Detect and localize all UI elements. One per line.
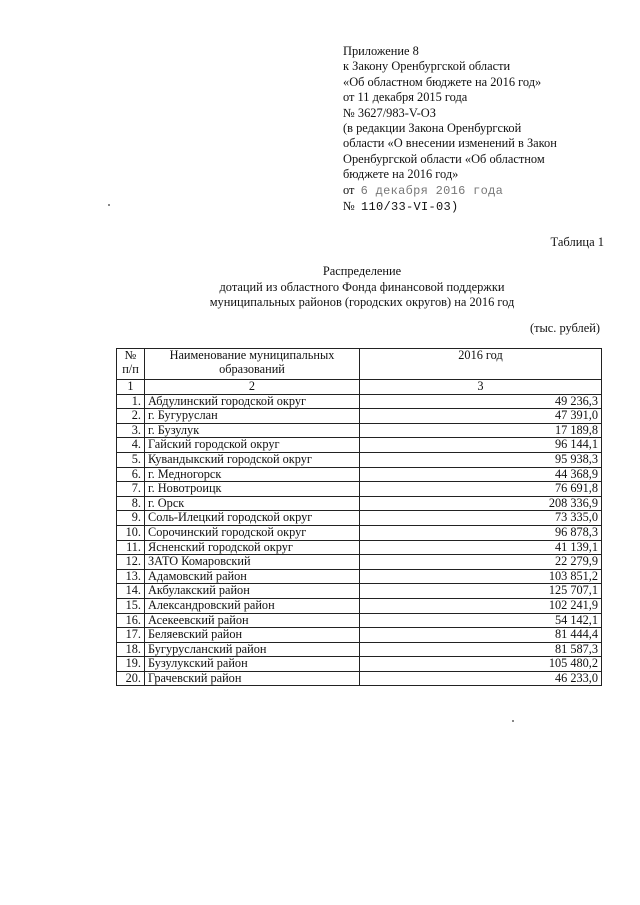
row-number: 14.: [117, 584, 145, 599]
row-value: 54 142,1: [360, 613, 602, 628]
row-name: г. Бузулук: [145, 423, 360, 438]
row-value: 41 139,1: [360, 540, 602, 555]
column-number: 1: [117, 380, 145, 395]
row-number: 13.: [117, 569, 145, 584]
appendix-line: Приложение 8: [343, 44, 419, 58]
table-row: [117, 467, 602, 482]
amendment-number: [343, 199, 613, 215]
table-row: [117, 511, 602, 526]
table-row: [117, 525, 602, 540]
row-name: г. Бугуруслан: [145, 409, 360, 424]
row-name: Гайский городской округ: [145, 438, 360, 453]
header-year: 2016 год: [360, 349, 602, 380]
row-value: 49 236,3: [360, 394, 602, 409]
appendix-line: бюджете на 2016 год»: [343, 167, 459, 182]
title-line: дотаций из областного Фонда финансовой поддержки: [219, 279, 505, 294]
appendix-block: [343, 44, 613, 215]
table-row: [117, 394, 602, 409]
row-number: 15.: [117, 598, 145, 613]
row-name: Адамовский район: [145, 569, 360, 584]
column-number: 3: [360, 380, 602, 395]
row-name: г. Медногорск: [145, 467, 360, 482]
row-name: г. Орск: [145, 496, 360, 511]
row-value: 17 189,8: [360, 423, 602, 438]
date-prefix: от: [343, 182, 355, 197]
row-number: 19.: [117, 657, 145, 672]
date-stamp: 6 декабря 2016 года: [360, 183, 504, 198]
appendix-line: «Об областном бюджете на 2016 год»: [343, 74, 542, 89]
number-prefix: №: [343, 199, 355, 214]
table-body: [117, 394, 602, 686]
row-name: Беляевский район: [145, 628, 360, 643]
document-title: [0, 264, 640, 311]
row-value: 96 144,1: [360, 438, 602, 453]
row-value: 22 279,9: [360, 555, 602, 570]
row-name: Бузулукский район: [145, 657, 360, 672]
table-row: [117, 423, 602, 438]
row-number: 10.: [117, 525, 145, 540]
row-number: 16.: [117, 613, 145, 628]
row-number: 18.: [117, 642, 145, 657]
table-row: [117, 409, 602, 424]
table-row: [117, 642, 602, 657]
number-stamp: 110/33-VI-03): [361, 200, 459, 215]
table-row: [117, 671, 602, 686]
row-name: Ясненский городской округ: [145, 540, 360, 555]
appendix-line: области «О внесении изменений в Закон: [343, 136, 557, 151]
row-number: 9.: [117, 511, 145, 526]
table-row: [117, 452, 602, 467]
row-number: 2.: [117, 409, 145, 424]
row-value: 96 878,3: [360, 525, 602, 540]
appendix-line: Оренбургской области «Об областном: [343, 151, 545, 166]
appendix-line: (в редакции Закона Оренбургской: [343, 121, 522, 136]
title-line: Распределение: [322, 264, 402, 278]
column-number: 2: [145, 380, 360, 395]
row-name: ЗАТО Комаровский: [145, 555, 360, 570]
row-value: 105 480,2: [360, 657, 602, 672]
header-number: № п/п: [117, 349, 145, 380]
row-number: 20.: [117, 671, 145, 686]
row-number: 1.: [117, 394, 145, 409]
appendix-line: № 3627/983-V-ОЗ: [343, 105, 436, 120]
row-value: 103 851,2: [360, 569, 602, 584]
row-value: 81 444,4: [360, 628, 602, 643]
row-value: 46 233,0: [360, 671, 602, 686]
row-name: Асекеевский район: [145, 613, 360, 628]
row-name: г. Новотроицк: [145, 482, 360, 497]
table-row: [117, 628, 602, 643]
scan-speck: [108, 204, 110, 206]
title-line: муниципальных районов (городских округов) на 2016 год: [209, 295, 515, 309]
appendix-line: к Закону Оренбургской области: [343, 59, 511, 74]
row-name: Сорочинский городской округ: [145, 525, 360, 540]
row-name: Грачевский район: [145, 671, 360, 686]
row-name: Кувандыкский городской округ: [145, 452, 360, 467]
row-name: Александровский район: [145, 598, 360, 613]
row-number: 12.: [117, 555, 145, 570]
table-row: [117, 613, 602, 628]
header-row: [117, 349, 602, 380]
table-row: [117, 598, 602, 613]
row-number: 7.: [117, 482, 145, 497]
row-value: 76 691,8: [360, 482, 602, 497]
column-number-row: [117, 380, 602, 395]
table-number: Таблица 1: [550, 235, 604, 249]
row-name: Акбулакский район: [145, 584, 360, 599]
row-value: 47 391,0: [360, 409, 602, 424]
row-value: 95 938,3: [360, 452, 602, 467]
row-number: 3.: [117, 423, 145, 438]
table-row: [117, 540, 602, 555]
row-name: Соль-Илецкий городской округ: [145, 511, 360, 526]
table-row: [117, 569, 602, 584]
row-value: 44 368,9: [360, 467, 602, 482]
table-row: [117, 438, 602, 453]
scan-speck: [512, 720, 514, 722]
row-number: 8.: [117, 496, 145, 511]
row-name: Абдулинский городской округ: [145, 394, 360, 409]
table-row: [117, 584, 602, 599]
row-value: 102 241,9: [360, 598, 602, 613]
row-number: 6.: [117, 467, 145, 482]
table-row: [117, 482, 602, 497]
appendix-line: от 11 декабря 2015 года: [343, 90, 468, 105]
table-row: [117, 496, 602, 511]
table-row: [117, 555, 602, 570]
row-number: 17.: [117, 628, 145, 643]
row-number: 4.: [117, 438, 145, 453]
amendment-date: [343, 183, 613, 199]
table-row: [117, 657, 602, 672]
units-label: (тыс. рублей): [529, 321, 600, 335]
row-number: 11.: [117, 540, 145, 555]
row-value: 73 335,0: [360, 511, 602, 526]
row-value: 208 336,9: [360, 496, 602, 511]
subsidy-table: [116, 348, 602, 686]
row-value: 81 587,3: [360, 642, 602, 657]
row-number: 5.: [117, 452, 145, 467]
row-name: Бугурусланский район: [145, 642, 360, 657]
row-value: 125 707,1: [360, 584, 602, 599]
header-name: Наименование муниципальных образований: [145, 349, 360, 380]
